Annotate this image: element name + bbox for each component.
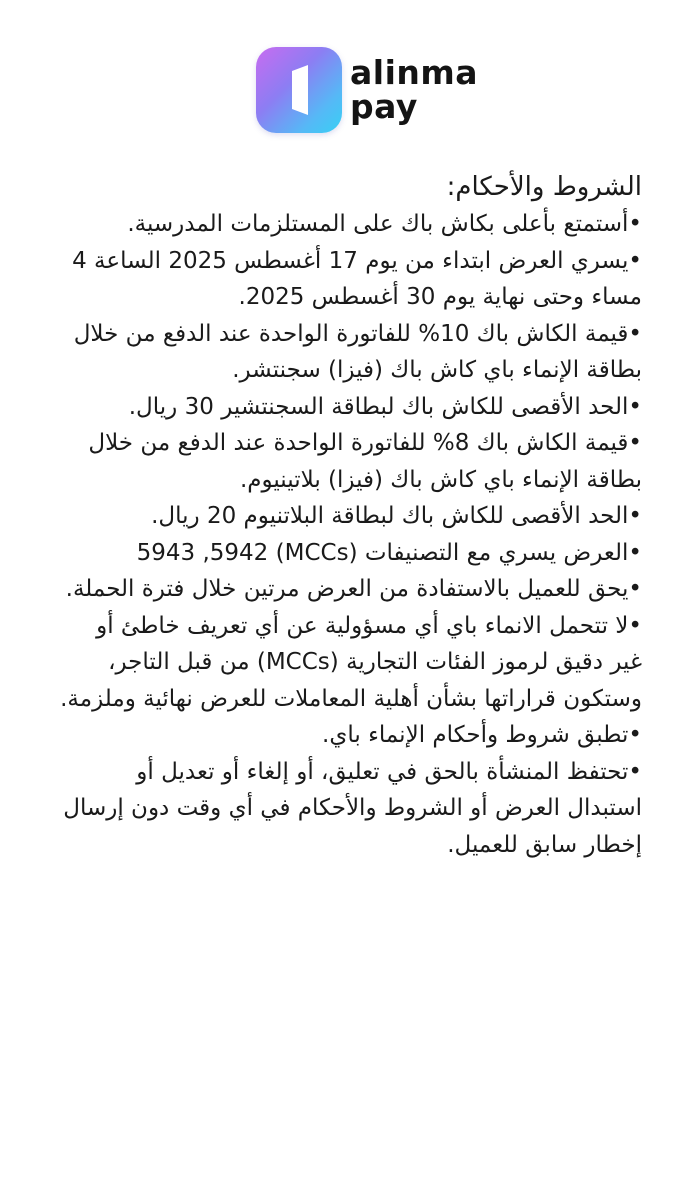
terms-item-text: يحق للعميل بالاستفادة من العرض مرتين خلال فترة الحملة. <box>65 576 629 602</box>
bullet-icon: • <box>628 247 642 274</box>
bullet-icon: • <box>628 430 642 456</box>
terms-heading: الشروط والأحكام: <box>446 172 642 202</box>
terms-item <box>60 608 642 718</box>
terms-item-text: تحتفظ المنشأة بالحق في تعليق، أو إلغاء أو تعديل أو استبدال العرض أو الشروط والأحكام في أي وقت دون إرسال إخطار سابق للعميل. <box>63 758 642 858</box>
terms-item <box>60 316 642 389</box>
terms-item-text: قيمة الكاش باك 10% للفاتورة الواحدة عند الدفع من خلال بطاقة الإنماء باي كاش باك (فيزا) سجنتشر. <box>73 320 642 383</box>
bullet-icon: • <box>628 503 642 529</box>
bullet-icon: • <box>628 320 642 347</box>
terms-item <box>60 498 642 535</box>
terms-item-text: الحد الأقصى للكاش باك لبطاقة البلاتنيوم 20 ريال. <box>151 503 629 529</box>
bullet-icon: • <box>628 758 642 785</box>
bullet-icon: • <box>628 576 642 602</box>
terms-item-text: تطبق شروط وأحكام الإنماء باي. <box>322 722 629 748</box>
terms-item-text: يسري العرض ابتداء من يوم 17 أغسطس 2025 الساعة 4 مساء وحتى نهاية يوم 30 أغسطس 2025. <box>72 247 642 310</box>
bullet-icon: • <box>628 722 642 748</box>
terms-item <box>60 389 642 426</box>
bullet-icon: • <box>628 211 642 237</box>
logo-wordmark <box>350 53 479 126</box>
logo-mark-icon <box>256 47 342 133</box>
terms-item-text: أستمتع بأعلى بكاش باك على المستلزمات المدرسية. <box>127 211 629 237</box>
terms-item-text: قيمة الكاش باك 8% للفاتورة الواحدة عند الدفع من خلال بطاقة الإنماء باي كاش باك (فيزا) بلاتينيوم. <box>88 430 642 493</box>
terms-item <box>60 571 642 608</box>
terms-item <box>60 206 642 243</box>
terms-item <box>60 425 642 498</box>
logo-word-pay: pay <box>350 87 418 126</box>
terms-item <box>60 535 642 572</box>
terms-list <box>60 206 642 863</box>
alinma-pay-logo <box>256 47 478 133</box>
bullet-icon: • <box>628 393 642 420</box>
bullet-icon: • <box>628 612 642 639</box>
logo-word-alinma: alinma <box>350 53 479 92</box>
terms-item <box>60 243 642 316</box>
bullet-icon: • <box>628 539 642 566</box>
terms-item-text: العرض يسري مع التصنيفات (MCCs) 5943 ,5942 <box>136 539 629 566</box>
terms-item <box>60 717 642 754</box>
terms-item-text: لا تتحمل الانماء باي أي مسؤولية عن أي تعريف خاطئ أو غير دقيق لرموز الفئات التجارية (MCCs) من قبل التاجر، وستكون قراراتها بشأن أهلية المعاملات للعرض نهائية وملزمة. <box>60 612 642 712</box>
terms-content <box>60 168 642 863</box>
terms-item <box>60 754 642 864</box>
terms-item-text: الحد الأقصى للكاش باك لبطاقة السجنتشير 30 ريال. <box>128 393 629 420</box>
